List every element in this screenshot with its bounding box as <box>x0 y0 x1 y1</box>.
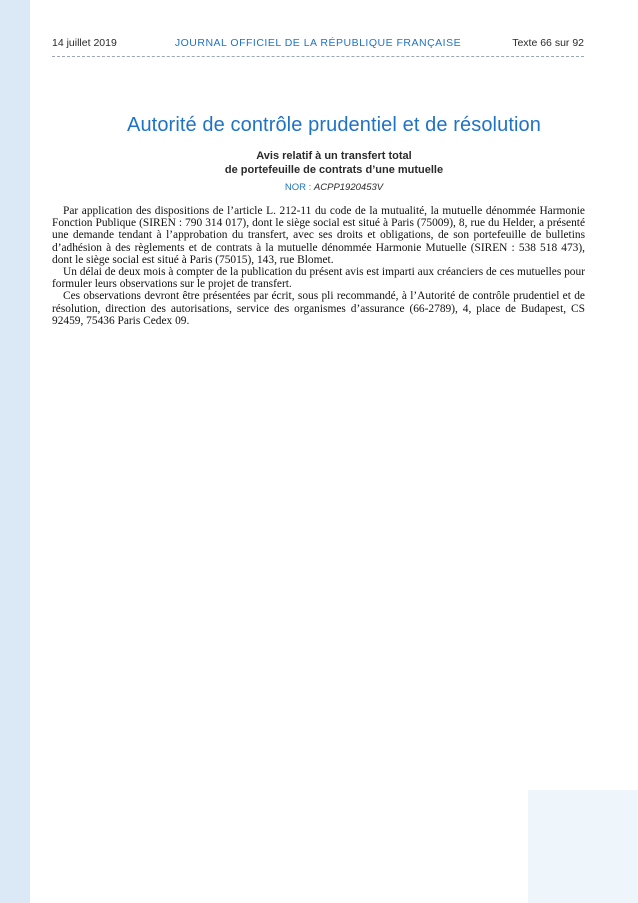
header-journal-title: JOURNAL OFFICIEL DE LA RÉPUBLIQUE FRANÇAISE <box>174 37 462 49</box>
body-paragraph: Ces observations devront être présentées par écrit, sous pli recommandé, à l’Autorité de contrôle prudentiel et de résolution, direction des autorisations, service des organismes d’assurance (66-2789), 4, place de Budapest, CS 92459, 75436 Paris Cedex 09. <box>52 290 585 327</box>
nor-label: NOR : <box>284 182 312 193</box>
page-margin-strip <box>0 0 30 903</box>
body-paragraph: Un délai de deux mois à compter de la publication du présent avis est imparti aux créanciers de ces mutuelles pour formuler leurs observations sur le projet de transfert. <box>52 266 585 291</box>
document-subtitle <box>30 149 638 177</box>
document-body <box>52 205 585 327</box>
header-date: 14 juillet 2019 <box>52 37 117 49</box>
nor-code: ACPP1920453V <box>313 182 384 193</box>
page-corner-shade <box>528 790 638 903</box>
header-page-number: Texte 66 sur 92 <box>512 37 584 49</box>
document-title: Autorité de contrôle prudentiel et de résolution <box>127 114 541 136</box>
header-divider <box>52 56 584 57</box>
page-header <box>52 37 584 53</box>
nor-reference <box>30 182 638 193</box>
subtitle-line-1: Avis relatif à un transfert total <box>256 150 412 162</box>
subtitle-line-2: de portefeuille de contrats d’une mutuelle <box>224 164 444 176</box>
body-paragraph: Par application des dispositions de l’article L. 212-11 du code de la mutualité, la mutuelle dénommée Harmonie Fonction Publique (SIREN : 790 314 017), dont le siège social est situé à Paris (75009), 8, rue du Helder, a présenté une demande tendant à l’approbation du transfert, avec ses droits et obligations, de son portefeuille de bulletins d’adhésion à des règlements et de contrats à la mutuelle dénommée Harmonie Mutuelle (SIREN : 538 518 473), dont le siège social est situé à Paris (75015), 143, rue Blomet. <box>52 205 585 266</box>
